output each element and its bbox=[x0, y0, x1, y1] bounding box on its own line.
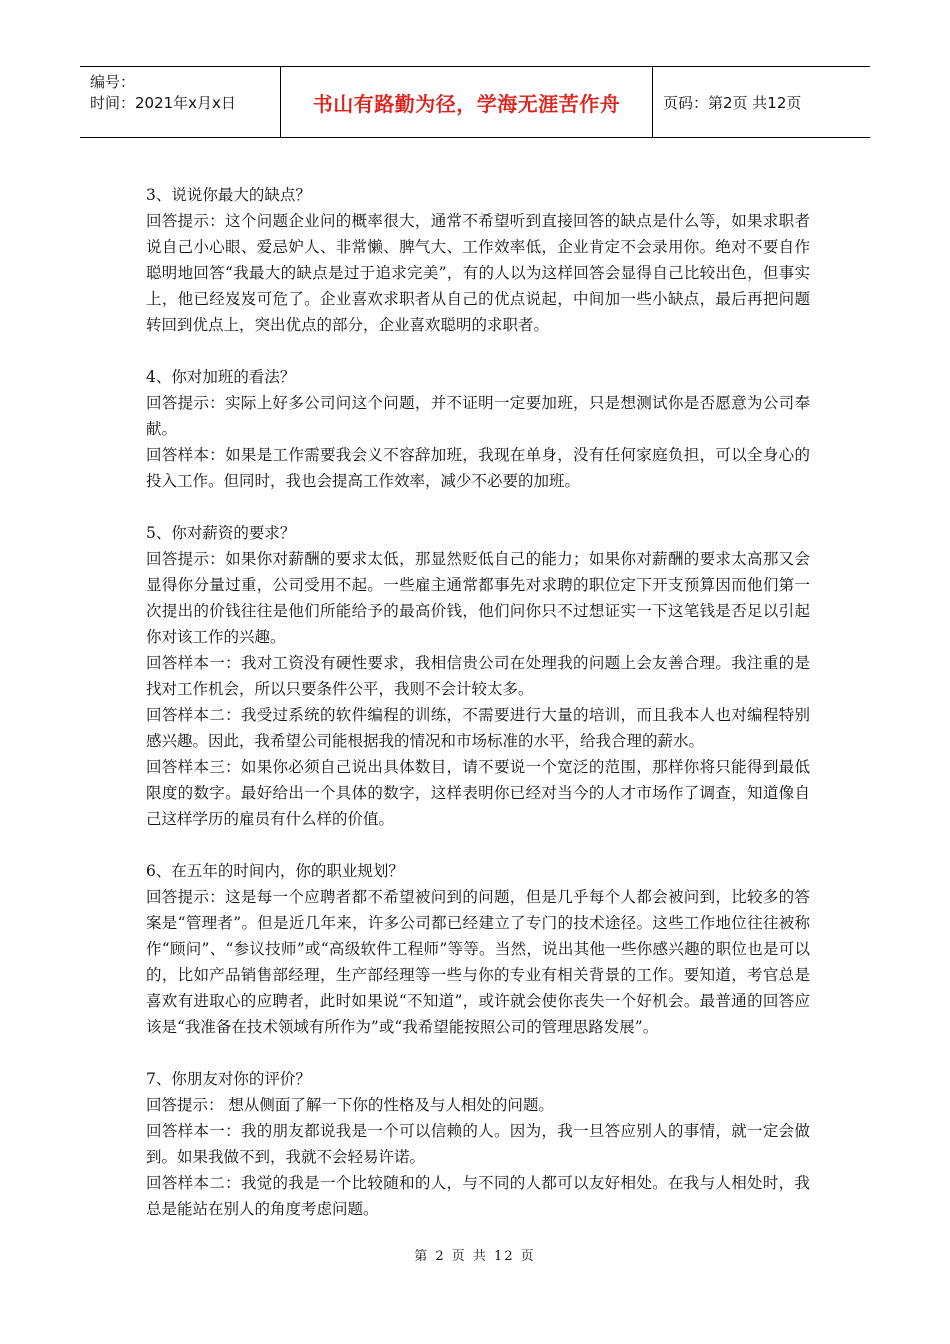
answer-paragraph: 回答提示：实际上好多公司问这个问题，并不证明一定要加班，只是想测试你是否愿意为公司奉献。 bbox=[146, 394, 810, 438]
answer-paragraph: 回答提示：如果你对薪酬的要求太低，那显然贬低自己的能力；如果你对薪酬的要求太高那又会显得你分量过重，公司受用不起。一些雇主通常都事先对求聘的职位定下开支预算因而他们第一次提出的价钱往往是他们所能给予的最高价钱，他们问你只不过想证实一下这笔钱是否足以引起你对该工作的兴趣。 bbox=[146, 550, 810, 646]
question-heading: 5、你对薪资的要求？ bbox=[146, 524, 296, 542]
section-q7 bbox=[146, 1066, 810, 1222]
question-heading: 3、说说你最大的缺点？ bbox=[146, 186, 311, 204]
document-body bbox=[146, 182, 810, 1248]
section-q4 bbox=[146, 364, 810, 494]
page-header bbox=[80, 66, 870, 138]
answer-paragraph: 回答样本二：我受过系统的软件编程的训练，不需要进行大量的培训，而且我本人也对编程特别感兴趣。因此，我希望公司能根据我的情况和市场标准的水平，给我合理的薪水。 bbox=[146, 706, 810, 750]
answer-paragraph: 回答提示：这是每一个应聘者都不希望被问到的问题，但是几乎每个人都会被问到，比较多的答案是“管理者”。但是近几年来，许多公司都已经建立了专门的技术途径。这些工作地位往往被称作“顾问”、“参议技师”或“高级软件工程师”等等。当然，说出其他一些你感兴趣的职位也是可以的，比如产品销售部经理，生产部经理等一些与你的专业有相关背景的工作。要知道，考官总是喜欢有进取心的应聘者，此时如果说“不知道”，或许就会使你丧失一个好机会。最普通的回答应该是“我准备在技术领域有所作为”或“我希望能按照公司的管理思路发展”。 bbox=[146, 888, 810, 1036]
section-q5 bbox=[146, 520, 810, 832]
page-footer: 第 2 页 共 12 页 bbox=[414, 1249, 536, 1264]
header-motto-cell bbox=[281, 67, 653, 137]
question-heading: 7、你朋友对你的评价？ bbox=[146, 1070, 311, 1088]
answer-paragraph: 回答提示： 想从侧面了解一下你的性格及与人相处的问题。 bbox=[146, 1096, 554, 1114]
section-q3 bbox=[146, 182, 810, 338]
doc-number-label: 编号： bbox=[90, 73, 136, 91]
header-page-cell bbox=[653, 67, 870, 137]
question-heading: 4、你对加班的看法？ bbox=[146, 368, 296, 386]
answer-paragraph: 回答样本一：我对工资没有硬性要求，我相信贵公司在处理我的问题上会友善合理。我注重的是找对工作机会，所以只要条件公平，我则不会计较太多。 bbox=[146, 654, 810, 698]
doc-time-label: 时间：2021年x月x日 bbox=[90, 94, 236, 112]
section-q6 bbox=[146, 858, 810, 1040]
answer-paragraph: 回答样本一：我的朋友都说我是一个可以信赖的人。因为，我一旦答应别人的事情，就一定会做到。如果我做不到，我就不会轻易许诺。 bbox=[146, 1122, 810, 1166]
motto-text: 书山有路勤为径，学海无涯苦作舟 bbox=[312, 91, 621, 116]
answer-paragraph: 回答样本：如果是工作需要我会义不容辞加班，我现在单身，没有任何家庭负担，可以全身心的投入工作。但同时，我也会提高工作效率，减少不必要的加班。 bbox=[146, 446, 810, 490]
header-meta bbox=[80, 67, 281, 137]
answer-paragraph: 回答提示：这个问题企业问的概率很大，通常不希望听到直接回答的缺点是什么等，如果求职者说自己小心眼、爱忌妒人、非常懒、脾气大、工作效率低，企业肯定不会录用你。绝对不要自作聪明地回答“我最大的缺点是过于追求完美”，有的人以为这样回答会显得自己比较出色，但事实上，他已经岌岌可危了。企业喜欢求职者从自己的优点说起，中间加一些小缺点，最后再把问题转回到优点上，突出优点的部分，企业喜欢聪明的求职者。 bbox=[146, 212, 810, 334]
answer-paragraph: 回答样本三：如果你必须自己说出具体数目，请不要说一个宽泛的范围，那样你将只能得到最低限度的数字。最好给出一个具体的数字，这样表明你已经对当今的人才市场作了调查，知道像自己这样学历的雇员有什么样的价值。 bbox=[146, 758, 810, 828]
header-page-label: 页码：第2页 共12页 bbox=[663, 93, 802, 112]
answer-paragraph: 回答样本二：我觉的我是一个比较随和的人，与不同的人都可以友好相处。在我与人相处时，我总是能站在别人的角度考虑问题。 bbox=[146, 1174, 810, 1218]
question-heading: 6、在五年的时间内，你的职业规划？ bbox=[146, 862, 404, 880]
